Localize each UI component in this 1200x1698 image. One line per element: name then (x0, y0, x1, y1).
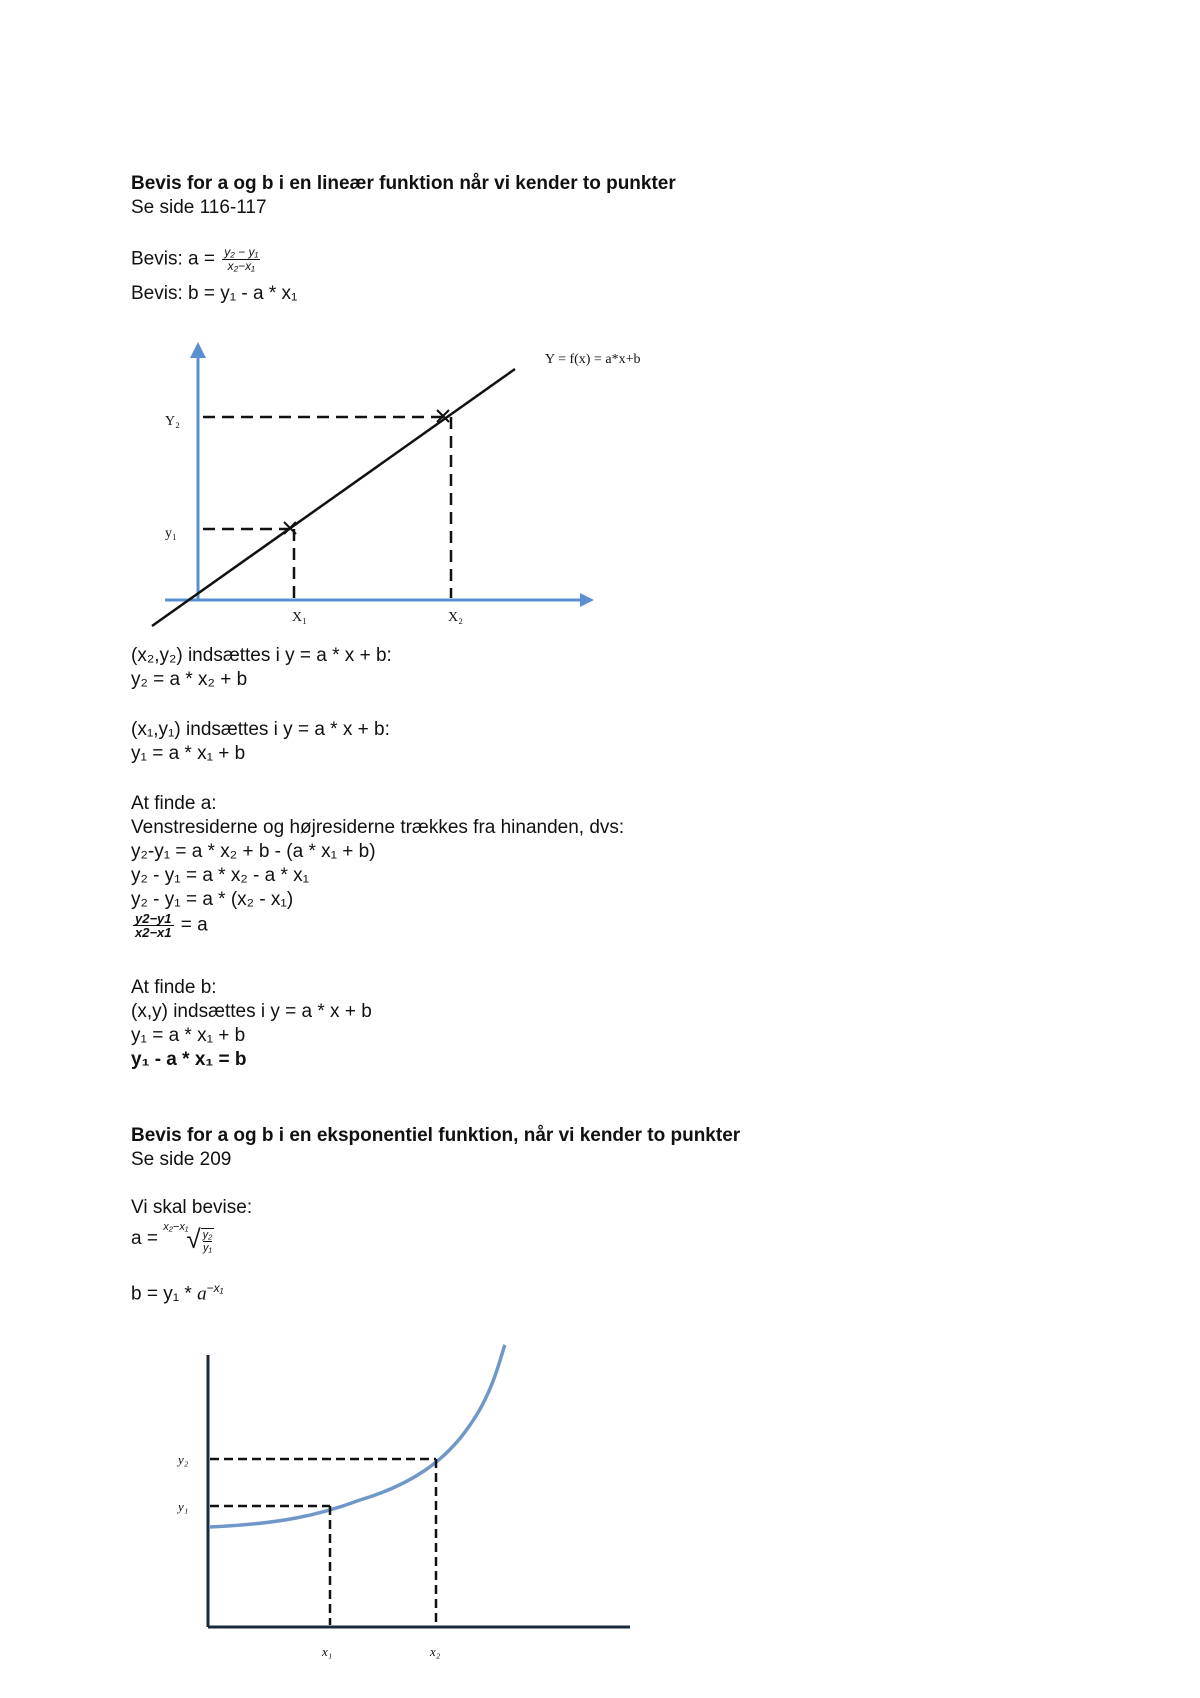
exp-a-prefix: a = (131, 1228, 158, 1250)
find-b-result: y₁ - a * x₁ = b (131, 1049, 247, 1070)
find-b-step1: (x,y) indsættes i y = a * x + b (131, 1001, 372, 1022)
bevis-a-prefix: Bevis: a = (131, 248, 215, 270)
section2-heading: Bevis for a og b i en eksponentiel funktion, når vi kender to punkter (131, 1125, 741, 1146)
bevis-b-formula: Bevis: b = y₁ - a * x₁ (131, 283, 298, 304)
find-a-result-eq: = a (180, 914, 208, 936)
power-exponent: −x₁ (206, 1281, 224, 1295)
y1-label: y₁ (165, 526, 177, 541)
y2-label: y₂ (178, 1452, 189, 1467)
radicand-denominator: y₁ (202, 1242, 212, 1254)
find-b-title: At finde b: (131, 977, 217, 998)
p2-equation: y₂ = a * x₂ + b (131, 669, 248, 690)
section1-subheading: Se side 116-117 (131, 197, 267, 218)
power-base: a (197, 1283, 207, 1305)
p1-insert-text: (x₁,y₁) indsættes i y = a * x + b: (131, 719, 390, 740)
find-a-step3: y₂ - y₁ = a * (x₂ - x₁) (131, 889, 294, 910)
y2-label: Y₂ (165, 414, 180, 429)
fraction-numerator: y₂ − y₁ (224, 245, 259, 259)
x1-label: X₁ (292, 610, 307, 625)
x2-label: x₂ (430, 1644, 441, 1659)
function-label: Y = f(x) = a*x+b (545, 352, 641, 367)
x2-label: X₂ (448, 610, 463, 625)
prove-label: Vi skal bevise: (131, 1197, 253, 1218)
p1-equation: y₁ = a * x₁ + b (131, 743, 246, 764)
p2-insert-text: (x₂,y₂) indsættes i y = a * x + b: (131, 645, 392, 666)
root-index: x₂−x₁ (163, 1221, 189, 1233)
y1-label: y₁ (178, 1499, 189, 1514)
x1-label: x₁ (322, 1644, 333, 1659)
fraction-numerator: y2−y1 (135, 911, 172, 926)
fraction-denominator: x₂−x₁ (227, 259, 255, 273)
radical-sign-icon: √ (186, 1224, 201, 1254)
section2-subheading: Se side 209 (131, 1149, 232, 1170)
exp-b-prefix: b = y₁ * (131, 1283, 192, 1305)
find-a-intro: Venstresiderne og højresiderne trækkes fra hinanden, dvs: (131, 817, 625, 838)
find-a-step2: y₂ - y₁ = a * x₂ - a * x₁ (131, 865, 310, 886)
find-a-step1: y₂-y₁ = a * x₂ + b - (a * x₁ + b) (131, 841, 376, 862)
exponential-curve (209, 1345, 505, 1527)
radicand-numerator: y₂ (202, 1229, 213, 1241)
fraction-denominator: x2−x1 (135, 925, 172, 940)
find-a-title: At finde a: (131, 793, 217, 814)
section1-heading: Bevis for a og b i en lineær funktion når vi kender to punkter (131, 173, 676, 194)
find-b-step2: y₁ = a * x₁ + b (131, 1025, 246, 1046)
